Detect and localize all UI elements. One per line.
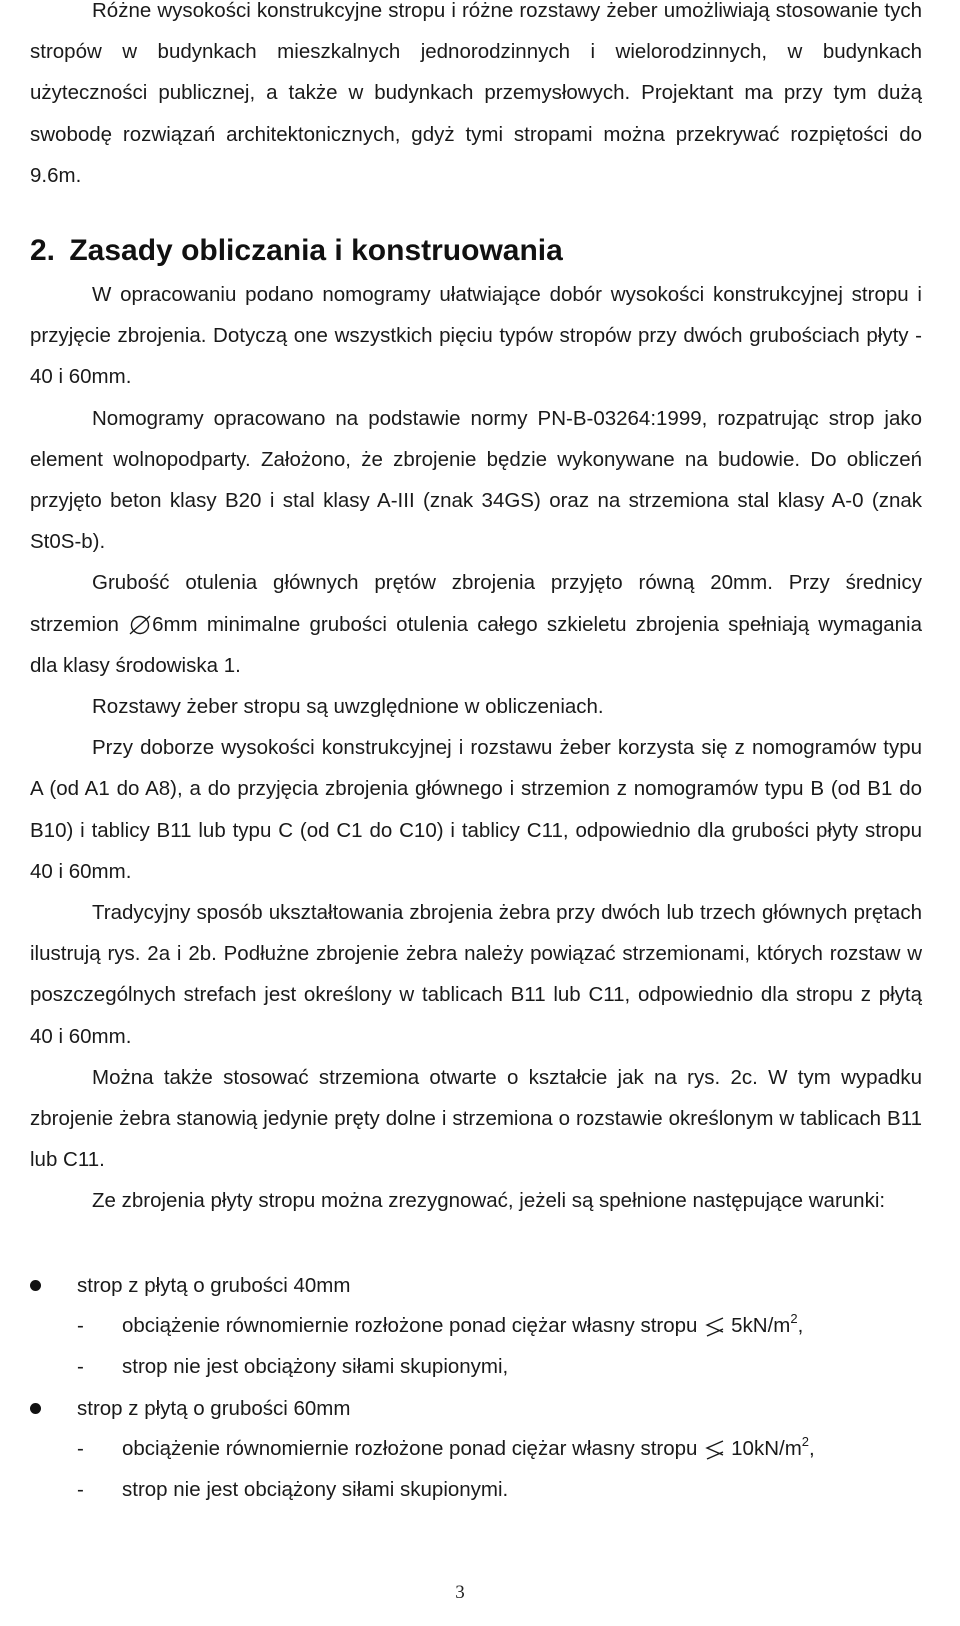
paragraph-warunki: Ze zbrojenia płyty stropu można zrezygnować, jeżeli są spełnione następujące warunki: [92, 1189, 886, 1213]
paragraph-strzemiona-otwarte: Można także stosować strzemiona otwarte o kształcie jak na rys. 2c. W tym wypadku zbrojenie żebra stanowią jedynie pręty dolne i strzemiona o rozstawie określonym w tablicach B11 lub C11. [30, 1065, 922, 1172]
load-exponent: 2 [790, 1311, 798, 1327]
condition-text: strop nie jest obciążony siłami skupionymi, [122, 1355, 509, 1378]
paragraph-rozstawy: Rozstawy żeber stropu są uwzględnione w obliczeniach. [92, 695, 604, 719]
paragraph-tradycyjny: Tradycyjny sposób ukształtowania zbrojenia żebra przy dwóch lub trzech głównych prętach ilustrują rys. 2a i 2b. Podłużne zbrojenie żebra należy powiązać strzemionami, których rozstaw w poszczególnych strefach jest określony w tablicach B11 lub C11, odpowiednio dla stropu z płytą 40 i 60mm. [30, 901, 922, 1048]
dash-marker: - [77, 1355, 84, 1378]
intro-paragraph: Różne wysokości konstrukcyjne stropu i różne rozstawy żeber umożliwiają stosowanie tych stropów w budynkach mieszkalnych jednorodzinnych i wielorodzinnych, w budynkach użyteczności publicznej, a także w budynkach przemysłowych. Projektant ma przy tym dużą swobodę rozwiązań architektonicznych, gdyż tymi stropami można przekrywać rozpiętości do 9.6m. [30, 0, 922, 187]
intro-text-block [30, 0, 922, 196]
paragraph-nomogramy-intro: W opracowaniu podano nomogramy ułatwiające dobór wysokości konstrukcyjnej stropu i przyjęcie zbrojenia. Dotyczą one wszystkich pięciu typów stropów przy dwóch grubościach płyty - 40 i 60mm. [30, 283, 922, 389]
paragraph-otulenie [30, 562, 922, 686]
section-heading [30, 227, 563, 275]
load-end: , [797, 1314, 804, 1337]
section-title: Zasady obliczania i konstruowania [69, 234, 563, 267]
dash-marker: - [77, 1437, 84, 1460]
less-or-equal-icon [703, 1440, 727, 1460]
dash-marker: - [77, 1478, 84, 1501]
condition-heading: strop z płytą o grubości 60mm [77, 1397, 351, 1420]
load-exponent: 2 [801, 1434, 810, 1450]
condition-text [122, 1429, 815, 1469]
less-or-equal-icon [703, 1317, 727, 1337]
load-value: 5kN/m [731, 1314, 791, 1337]
stirrup-diameter-value: 6mm [152, 612, 198, 636]
load-value: 10kN/m [731, 1437, 802, 1460]
page-number: 3 [455, 1582, 465, 1603]
load-text: obciążenie równomiernie rozłożone ponad ciężar własny stropu [122, 1314, 704, 1337]
paragraph-dobor: Przy doborze wysokości konstrukcyjnej i rozstawu żeber korzysta się z nomogramów typu A (od A1 do A8), a do przyjęcia zbrojenia głównego i strzemion z nomogramów typu B (od B1 do B10) i tablicy B11 lub typu C (od C1 do C10) i tablicy C11, odpowiednio dla grubości płyty stropu 40 i 60mm. [30, 736, 922, 883]
paragraph-norma: Nomogramy opracowano na podstawie normy PN-B-03264:1999, rozpatrując strop jako element wolnopodparty. Założono, że zbrojenie będzie wykonywane na budowie. Do obliczeń przyjęto beton klasy B20 i stal klasy A-III (znak 34GS) oraz na strzemiona stal klasy A-0 (znak St0S-b). [30, 406, 922, 554]
bullet-icon [30, 1403, 41, 1414]
condition-text [122, 1306, 803, 1346]
bullet-icon [30, 1280, 41, 1291]
load-text: obciążenie równomiernie rozłożone ponad ciężar własny stropu [122, 1437, 704, 1460]
section-number: 2. [30, 234, 56, 267]
diameter-symbol-icon [128, 614, 152, 636]
condition-text: strop nie jest obciążony siłami skupionymi. [122, 1478, 509, 1501]
dash-marker: - [77, 1314, 84, 1337]
otulenie-text-end: minimalne grubości otulenia całego szkieletu zbrojenia spełniają wymagania dla klasy środowiska 1. [30, 612, 923, 677]
otulenie-text-start: Grubość otulenia głównych prętów zbrojenia przyjęto równą 20mm. Przy średnicy strzemion [30, 571, 922, 636]
load-end: , [809, 1437, 815, 1460]
condition-heading: strop z płytą o grubości 40mm [77, 1274, 351, 1297]
body-text-block [30, 274, 922, 1222]
